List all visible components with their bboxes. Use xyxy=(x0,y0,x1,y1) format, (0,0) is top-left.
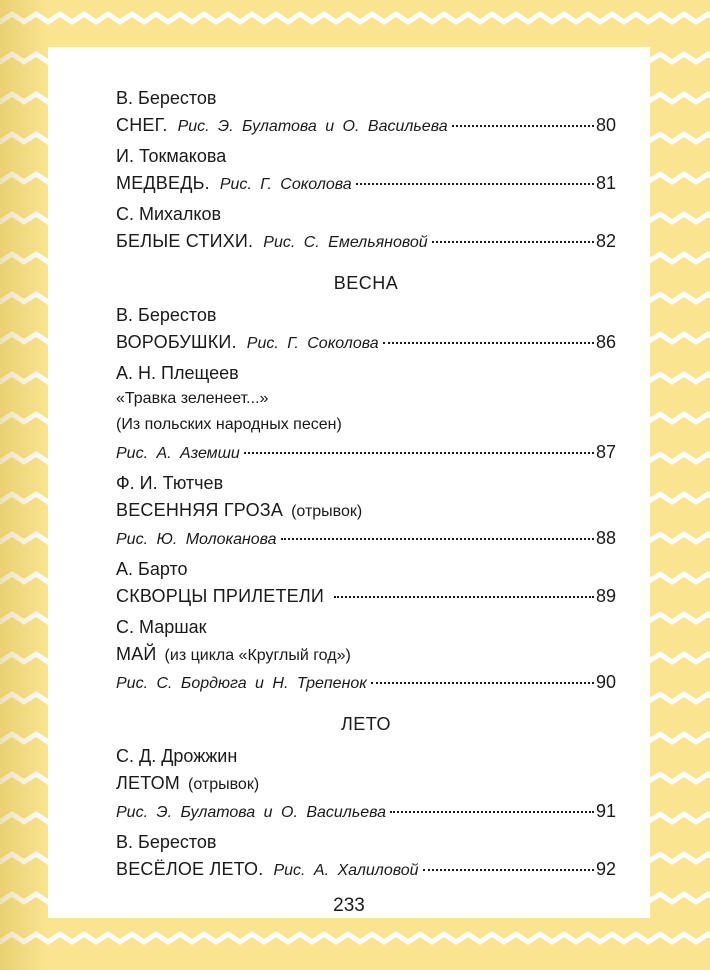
author-name: В. Берестов xyxy=(116,88,217,108)
poem-title: ВЕСЁЛОЕ ЛЕТО. xyxy=(116,859,264,879)
author-name: С. Маршак xyxy=(116,617,207,637)
toc-line xyxy=(116,111,616,139)
illustrator: Рис. А. Халиловой xyxy=(273,862,419,879)
dot-leader xyxy=(244,452,594,454)
toc-title-line xyxy=(116,769,616,797)
illustrator: Рис. С. Бордюга и Н. Трепенок xyxy=(116,675,367,692)
author-name: Ф. И. Тютчев xyxy=(116,473,224,493)
toc-line xyxy=(116,855,616,883)
toc-title-line xyxy=(116,496,616,524)
illustrator: Рис. Э. Булатова и О. Васильева xyxy=(177,118,448,135)
page-ref[interactable]: 82 xyxy=(595,231,616,251)
toc-entry xyxy=(116,830,616,883)
poem-title: МАЙ xyxy=(116,644,157,664)
illustrator: Рис. С. Емельяновой xyxy=(263,234,428,251)
dot-leader xyxy=(390,811,594,813)
author-name: В. Берестов xyxy=(116,305,217,325)
author-name: А. Н. Плещеев xyxy=(116,363,239,383)
author-name: И. Токмакова xyxy=(116,146,227,166)
section-heading-spring: ВЕСНА xyxy=(333,273,399,293)
page-ref[interactable]: 91 xyxy=(595,801,616,821)
dot-leader xyxy=(432,241,594,243)
section-heading-summer: ЛЕТО xyxy=(340,714,391,734)
toc-line xyxy=(116,524,616,552)
illustrator: Рис. Г. Соколова xyxy=(246,335,379,352)
page-ref[interactable]: 90 xyxy=(595,672,616,692)
book-page xyxy=(48,47,650,918)
poem-title: ВЕСЕННЯЯ ГРОЗА xyxy=(116,500,284,520)
toc-line xyxy=(116,668,616,696)
dot-leader xyxy=(334,596,594,598)
author-name: С. Д. Дрожжин xyxy=(116,746,238,766)
author-name: С. Михалков xyxy=(116,204,222,224)
poem-title: ВОРОБУШКИ. xyxy=(116,332,237,352)
dot-leader xyxy=(383,342,594,344)
poem-title: СКВОРЦЫ ПРИЛЕТЕЛИ xyxy=(116,586,325,606)
toc-entry xyxy=(116,303,616,356)
toc-entry xyxy=(116,144,616,197)
toc-entry xyxy=(116,471,616,552)
page-ref[interactable]: 81 xyxy=(595,173,616,193)
poem-title: «Травка зеленеет...» xyxy=(116,390,269,407)
title-note: (из цикла «Круглый год») xyxy=(164,647,351,664)
page-ref[interactable]: 89 xyxy=(595,586,616,606)
author-name: В. Берестов xyxy=(116,832,217,852)
poem-title: БЕЛЫЕ СТИХИ. xyxy=(116,231,254,251)
toc-line xyxy=(116,227,616,255)
toc-line xyxy=(116,582,616,610)
page-ref[interactable]: 92 xyxy=(595,859,616,879)
toc-entry xyxy=(116,557,616,610)
zigzag-stripe xyxy=(0,14,710,22)
toc-entry xyxy=(116,744,616,825)
toc-line xyxy=(116,797,616,825)
page-ref[interactable]: 80 xyxy=(595,115,616,135)
title-note: (отрывок) xyxy=(291,503,363,520)
dot-leader xyxy=(452,125,594,127)
toc-entry xyxy=(116,615,616,696)
poem-source: (Из польских народных песен) xyxy=(116,416,342,433)
dot-leader xyxy=(281,538,594,540)
toc-entry xyxy=(116,361,616,466)
toc-line xyxy=(116,169,616,197)
table-of-contents xyxy=(116,86,616,888)
title-note: (отрывок) xyxy=(188,776,260,793)
illustrator: Рис. Ю. Молоканова xyxy=(116,531,277,548)
dot-leader xyxy=(423,869,594,871)
illustrator: Рис. Г. Соколова xyxy=(219,176,352,193)
dot-leader xyxy=(356,183,594,185)
page-ref[interactable]: 87 xyxy=(595,442,616,462)
page-ref[interactable]: 86 xyxy=(595,332,616,352)
dot-leader xyxy=(371,682,594,684)
poem-title: ЛЕТОМ xyxy=(116,773,180,793)
page-ref[interactable]: 88 xyxy=(595,528,616,548)
poem-title: МЕДВЕДЬ. xyxy=(116,173,210,193)
toc-line xyxy=(116,438,616,466)
toc-entry xyxy=(116,202,616,255)
page-number: 233 xyxy=(333,895,365,916)
toc-entry xyxy=(116,86,616,139)
illustrator: Рис. А. Аземши xyxy=(116,445,240,462)
toc-line xyxy=(116,328,616,356)
poem-title: СНЕГ. xyxy=(116,115,168,135)
illustrator: Рис. Э. Булатова и О. Васильева xyxy=(116,804,387,821)
zigzag-stripe xyxy=(0,934,710,942)
toc-title-line xyxy=(116,640,616,668)
author-name: А. Барто xyxy=(116,559,188,579)
